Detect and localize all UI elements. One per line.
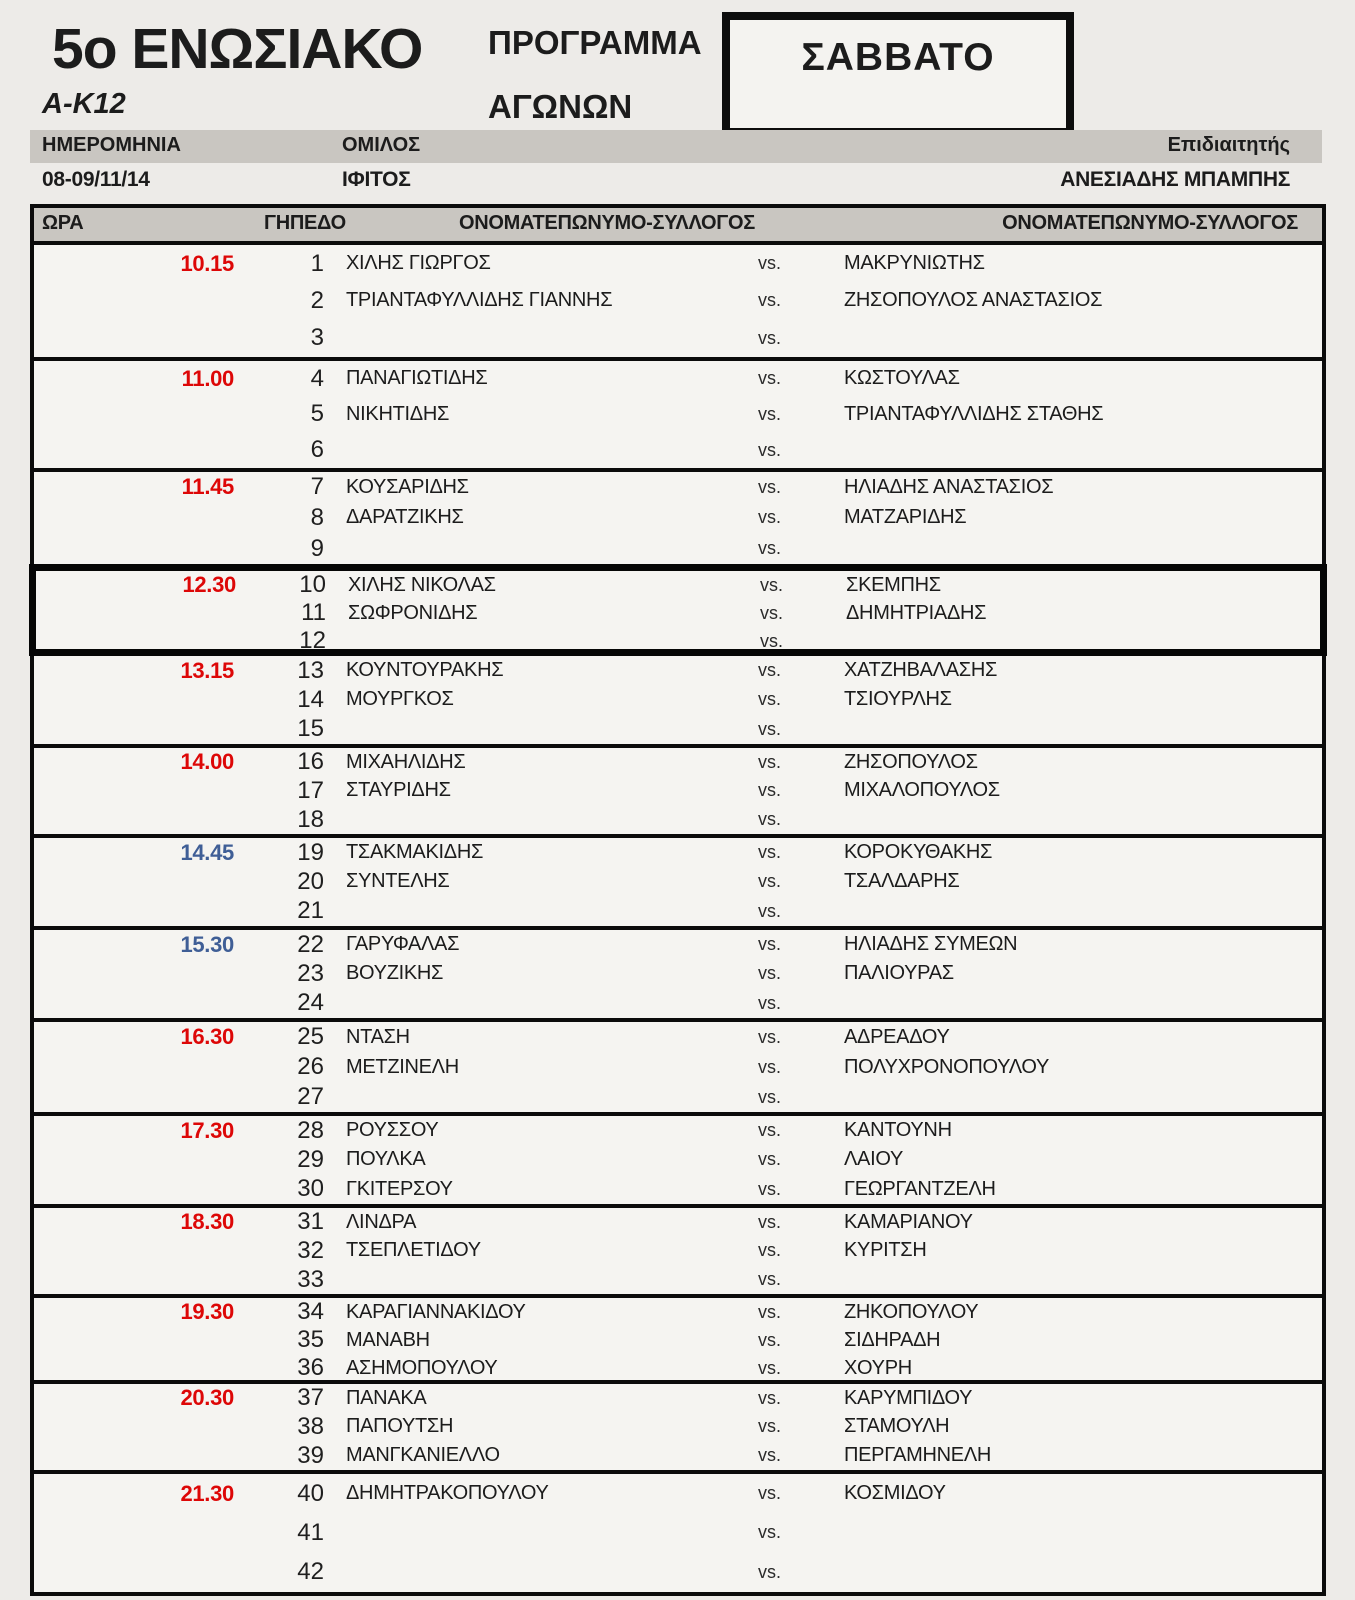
vs-label: vs. [760, 602, 784, 623]
vs-label: vs. [758, 1445, 782, 1466]
vs-label: vs. [758, 1416, 782, 1437]
court-number: 30 [297, 1175, 324, 1203]
time-block-1445 [34, 834, 1322, 926]
match-row [34, 1175, 1322, 1204]
match-row [34, 1413, 1322, 1442]
player-left: ΤΣΕΠΛΕΤΙΔΟΥ [346, 1239, 481, 1262]
match-row [34, 1441, 1322, 1470]
court-number: 12 [299, 627, 326, 654]
court-number: 15 [297, 715, 324, 743]
player-right: ΛΑΙΟΥ [844, 1148, 904, 1171]
court-number: 40 [297, 1479, 324, 1507]
match-time: 14.45 [180, 839, 234, 865]
group-value: ΙΦΙΤΟΣ [342, 168, 411, 191]
player-right: ΗΛΙΑΔΗΣ ΑΝΑΣΤΑΣΙΟΣ [844, 475, 1054, 498]
table-header-row [34, 208, 1322, 245]
player-right: ΧΟΥΡΗ [844, 1356, 912, 1379]
court-number: 9 [310, 534, 324, 562]
vs-label: vs. [758, 403, 782, 424]
court-number: 32 [297, 1236, 324, 1264]
vs-label: vs. [758, 963, 782, 984]
court-number: 8 [310, 503, 324, 531]
match-row [34, 930, 1322, 959]
match-row [34, 1208, 1322, 1237]
court-number: 41 [297, 1518, 324, 1546]
player-left: ΠΟΥΛΚΑ [346, 1148, 426, 1171]
court-header: ΓΗΠΕΔΟ [264, 212, 346, 234]
court-number: 17 [297, 776, 324, 804]
court-number: 24 [297, 989, 324, 1017]
player-right: ΚΑΜΑΡΙΑΝΟΥ [844, 1210, 973, 1233]
player-right: ΓΕΩΡΓΑΝΤΖΕΛΗ [844, 1177, 996, 1200]
player-right: ΠΟΛΥΧΡΟΝΟΠΟΥΛΟΥ [844, 1055, 1049, 1078]
day-box [722, 12, 1074, 136]
match-row [36, 599, 1320, 627]
player-right: ΑΔΡΕΑΔΟΥ [844, 1025, 950, 1048]
court-number: 5 [310, 400, 324, 428]
vs-label: vs. [758, 1211, 782, 1232]
player2-header: ΟΝΟΜΑΤΕΠΩΝΥΜΟ-ΣΥΛΛΟΓΟΣ [1002, 212, 1298, 234]
player-right: ΜΙΧΑΛΟΠΟΥΛΟΣ [844, 779, 1000, 802]
vs-label: vs. [758, 1561, 782, 1582]
vs-label: vs. [758, 751, 782, 772]
match-row [34, 282, 1322, 319]
player-left: ΠΑΝΑΚΑ [346, 1386, 427, 1409]
match-row [34, 397, 1322, 433]
time-block-1400 [34, 744, 1322, 834]
group-column-label: ΟΜΙΛΟΣ [342, 134, 421, 156]
player-left: ΔΑΡΑΤΖΙΚΗΣ [346, 506, 464, 529]
match-row [34, 959, 1322, 988]
player-right: ΣΚΕΜΠΗΣ [846, 573, 941, 596]
player-right: ΚΟΡΟΚΥΘΑΚΗΣ [844, 841, 993, 864]
match-row [34, 320, 1322, 357]
vs-label: vs. [758, 507, 782, 528]
match-time: 17.30 [180, 1117, 234, 1143]
match-row [34, 1326, 1322, 1354]
program-title-line1: ΠΡΟΓΡΑΜΜΑ [488, 24, 702, 61]
player-left: ΠΑΝΑΓΙΩΤΙΔΗΣ [346, 367, 488, 390]
player-right: ΤΣΑΛΔΑΡΗΣ [844, 870, 960, 893]
court-number: 28 [297, 1116, 324, 1144]
vs-label: vs. [758, 1056, 782, 1077]
match-time: 14.00 [180, 749, 234, 775]
time-block-1315 [34, 656, 1322, 744]
court-number: 34 [297, 1298, 324, 1325]
player-left: ΜΑΝΓΚΑΝΙΕΛΛΟ [346, 1444, 500, 1467]
court-number: 7 [310, 473, 324, 501]
match-row [36, 571, 1320, 599]
player-left: ΒΟΥΖΙΚΗΣ [346, 962, 444, 985]
player-left: ΣΩΦΡΟΝΙΔΗΣ [348, 601, 478, 624]
match-time: 10.15 [180, 250, 234, 276]
player-left: ΜΕΤΖΙΝΕΛΗ [346, 1055, 459, 1078]
match-row [34, 867, 1322, 896]
player-left: ΜΑΝΑΒΗ [346, 1328, 430, 1351]
time-header: ΩΡΑ [42, 212, 84, 234]
player-right: ΚΩΣΤΟΥΛΑΣ [844, 367, 960, 390]
vs-label: vs. [758, 1329, 782, 1350]
time-block-1630 [34, 1018, 1322, 1112]
court-number: 39 [297, 1441, 324, 1469]
court-number: 14 [297, 685, 324, 713]
court-number: 11 [301, 599, 326, 626]
player-left: ΠΑΠΟΥΤΣΗ [346, 1415, 454, 1438]
court-number: 19 [297, 838, 324, 866]
match-time: 21.30 [180, 1480, 234, 1506]
vs-label: vs. [758, 1086, 782, 1107]
match-row [34, 989, 1322, 1018]
match-row [34, 777, 1322, 806]
referee-value: ΑΝΕΣΙΑΔΗΣ ΜΠΑΜΠΗΣ [1060, 168, 1290, 191]
player-left: ΔΗΜΗΤΡΑΚΟΠΟΥΛΟΥ [346, 1482, 549, 1505]
vs-label: vs. [758, 1483, 782, 1504]
player-left: ΛΙΝΔΡΑ [346, 1210, 417, 1233]
player-left: ΡΟΥΣΣΟΥ [346, 1119, 439, 1142]
vs-label: vs. [758, 1357, 782, 1378]
match-row [34, 533, 1322, 564]
vs-label: vs. [758, 780, 782, 801]
match-row [34, 1265, 1322, 1294]
match-row [36, 627, 1320, 655]
time-block-1230 [29, 564, 1327, 656]
vs-label: vs. [758, 934, 782, 955]
vs-label: vs. [758, 1522, 782, 1543]
vs-label: vs. [758, 1178, 782, 1199]
match-row [34, 1145, 1322, 1174]
match-row [34, 245, 1322, 282]
player-right: ΖΗΣΟΠΟΥΛΟΣ [844, 750, 978, 773]
court-number: 22 [297, 930, 324, 958]
vs-label: vs. [758, 689, 782, 710]
match-row [34, 1052, 1322, 1082]
court-number: 3 [310, 324, 324, 352]
court-number: 35 [297, 1326, 324, 1353]
player-right: ΔΗΜΗΤΡΙΑΔΗΣ [846, 601, 987, 624]
player-left: ΧΙΛΗΣ ΓΙΩΡΓΟΣ [346, 252, 491, 275]
time-block-1530 [34, 926, 1322, 1018]
player-right: ΣΙΔΗΡΑΔΗ [844, 1328, 941, 1351]
vs-label: vs. [758, 718, 782, 739]
vs-label: vs. [758, 1026, 782, 1047]
time-block-1100 [34, 357, 1322, 468]
date-value: 08-09/11/14 [42, 168, 150, 191]
vs-label: vs. [758, 660, 782, 681]
court-number: 10 [299, 571, 326, 598]
player-left: ΓΑΡΥΦΑΛΑΣ [346, 933, 460, 956]
vs-label: vs. [758, 809, 782, 830]
category-label: A-K12 [42, 88, 126, 120]
court-number: 2 [310, 286, 324, 314]
vs-label: vs. [758, 253, 782, 274]
vs-label: vs. [758, 1240, 782, 1261]
time-block-1730 [34, 1112, 1322, 1204]
vs-label: vs. [760, 574, 784, 595]
match-row [34, 503, 1322, 534]
court-number: 4 [310, 364, 324, 392]
court-number: 38 [297, 1412, 324, 1440]
match-row [34, 472, 1322, 503]
player-right: ΗΛΙΑΔΗΣ ΣΥΜΕΩΝ [844, 933, 1018, 956]
match-row [34, 1384, 1322, 1413]
match-time: 20.30 [180, 1385, 234, 1411]
player-left: ΤΣΑΚΜΑΚΙΔΗΣ [346, 841, 484, 864]
date-column-label: ΗΜΕΡΟΜΗΝΙΑ [42, 134, 181, 156]
player-left: ΑΣΗΜΟΠΟΥΛΟΥ [346, 1356, 498, 1379]
vs-label: vs. [758, 290, 782, 311]
time-block-1015 [34, 245, 1322, 357]
court-number: 21 [297, 897, 324, 925]
player-left: ΤΡΙΑΝΤΑΦΥΛΛΙΔΗΣ ΓΙΑΝΝΗΣ [346, 289, 613, 312]
player-left: ΜΙΧΑΗΛΙΔΗΣ [346, 750, 466, 773]
match-row [34, 1082, 1322, 1112]
time-block-1830 [34, 1204, 1322, 1294]
match-row [34, 1553, 1322, 1592]
match-time: 18.30 [180, 1209, 234, 1235]
vs-label: vs. [758, 1149, 782, 1170]
time-block-2030 [34, 1380, 1322, 1470]
player-right: ΚΑΝΤΟΥΝΗ [844, 1119, 952, 1142]
match-time: 13.15 [180, 657, 234, 683]
vs-label: vs. [758, 992, 782, 1013]
player-right: ΜΑΚΡΥΝΙΩΤΗΣ [844, 252, 985, 275]
court-number: 42 [297, 1558, 324, 1586]
match-row [34, 432, 1322, 468]
court-number: 23 [297, 959, 324, 987]
player-left: ΧΙΛΗΣ ΝΙΚΟΛΑΣ [348, 573, 496, 596]
player-right: ΖΗΣΟΠΟΥΛΟΣ ΑΝΑΣΤΑΣΙΟΣ [844, 289, 1103, 312]
vs-label: vs. [758, 327, 782, 348]
match-row [34, 656, 1322, 685]
player-right: ΧΑΤΖΗΒΑΛΑΣΗΣ [844, 659, 998, 682]
match-row [34, 1513, 1322, 1552]
match-row [34, 1116, 1322, 1145]
match-time: 15.30 [180, 931, 234, 957]
player1-header: ΟΝΟΜΑΤΕΠΩΝΥΜΟ-ΣΥΛΛΟΓΟΣ [459, 212, 755, 234]
vs-label: vs. [758, 871, 782, 892]
vs-label: vs. [758, 1120, 782, 1141]
court-number: 20 [297, 867, 324, 895]
time-block-2130 [34, 1470, 1322, 1592]
player-right: ΜΑΤΖΑΡΙΔΗΣ [844, 506, 967, 529]
match-row [34, 838, 1322, 867]
player-left: ΝΤΑΣΗ [346, 1025, 410, 1048]
player-left: ΚΑΡΑΓΙΑΝΝΑΚΙΔΟΥ [346, 1300, 526, 1323]
info-header-band [30, 130, 1322, 163]
court-number: 1 [310, 249, 324, 277]
day-label: ΣΑΒΒΑΤΟ [801, 36, 995, 79]
player-right: ΚΟΣΜΙΔΟΥ [844, 1482, 946, 1505]
player-left: ΚΟΥΣΑΡΙΔΗΣ [346, 475, 469, 498]
vs-label: vs. [758, 368, 782, 389]
program-title-line2: ΑΓΩΝΩΝ [488, 88, 633, 125]
match-time: 11.00 [181, 365, 234, 391]
match-row [34, 715, 1322, 744]
match-row [34, 897, 1322, 926]
court-number: 26 [297, 1053, 324, 1080]
match-row [34, 1298, 1322, 1326]
vs-label: vs. [758, 1387, 782, 1408]
match-time: 12.30 [182, 572, 236, 597]
vs-label: vs. [758, 476, 782, 497]
player-right: ΚΥΡΙΤΣΗ [844, 1239, 927, 1262]
player-left: ΜΟΥΡΓΚΟΣ [346, 688, 454, 711]
match-row [34, 1022, 1322, 1052]
player-right: ΣΤΑΜΟΥΛΗ [844, 1415, 950, 1438]
player-right: ΖΗΚΟΠΟΥΛΟΥ [844, 1300, 979, 1323]
match-row [34, 1474, 1322, 1513]
match-row [34, 685, 1322, 714]
player-left: ΣΤΑΥΡΙΔΗΣ [346, 779, 451, 802]
court-number: 6 [310, 436, 324, 464]
vs-label: vs. [758, 538, 782, 559]
player-left: ΝΙΚΗΤΙΔΗΣ [346, 402, 450, 425]
match-time: 11.45 [181, 474, 234, 500]
page-title: 5ο ΕΝΩΣΙΑΚΟ [52, 17, 423, 81]
court-number: 29 [297, 1145, 324, 1173]
match-row [34, 748, 1322, 777]
player-right: ΤΡΙΑΝΤΑΦΥΛΛΙΔΗΣ ΣΤΑΘΗΣ [844, 402, 1104, 425]
court-number: 36 [297, 1354, 324, 1381]
player-right: ΠΑΛΙΟΥΡΑΣ [844, 962, 954, 985]
player-left: ΚΟΥΝΤΟΥΡΑΚΗΣ [346, 659, 504, 682]
court-number: 16 [297, 748, 324, 776]
vs-label: vs. [760, 630, 784, 651]
vs-label: vs. [758, 1269, 782, 1290]
match-row [34, 1354, 1322, 1382]
court-number: 33 [297, 1265, 324, 1293]
player-left: ΓΚΙΤΕΡΣΟΥ [346, 1177, 453, 1200]
match-row [34, 1237, 1322, 1266]
court-number: 31 [297, 1208, 324, 1236]
match-time: 16.30 [180, 1024, 234, 1049]
match-time: 19.30 [180, 1299, 234, 1324]
player-right: ΚΑΡΥΜΠΙΔΟΥ [844, 1386, 973, 1409]
vs-label: vs. [758, 900, 782, 921]
time-block-1930 [34, 1294, 1322, 1380]
referee-column-label: Επιδιαιτητής [1167, 134, 1290, 156]
vs-label: vs. [758, 1301, 782, 1322]
vs-label: vs. [758, 842, 782, 863]
schedule-table [30, 204, 1326, 1596]
court-number: 27 [297, 1083, 324, 1110]
player-right: ΠΕΡΓΑΜΗΝΕΛΗ [844, 1444, 992, 1467]
match-row [34, 805, 1322, 834]
vs-label: vs. [758, 439, 782, 460]
court-number: 25 [297, 1023, 324, 1050]
court-number: 18 [297, 805, 324, 833]
info-values-row [30, 164, 1322, 200]
time-block-1145 [34, 468, 1322, 564]
player-left: ΣΥΝΤΕΛΗΣ [346, 870, 450, 893]
court-number: 13 [297, 656, 324, 684]
player-right: ΤΣΙΟΥΡΛΗΣ [844, 688, 952, 711]
court-number: 37 [297, 1384, 324, 1412]
match-row [34, 361, 1322, 397]
